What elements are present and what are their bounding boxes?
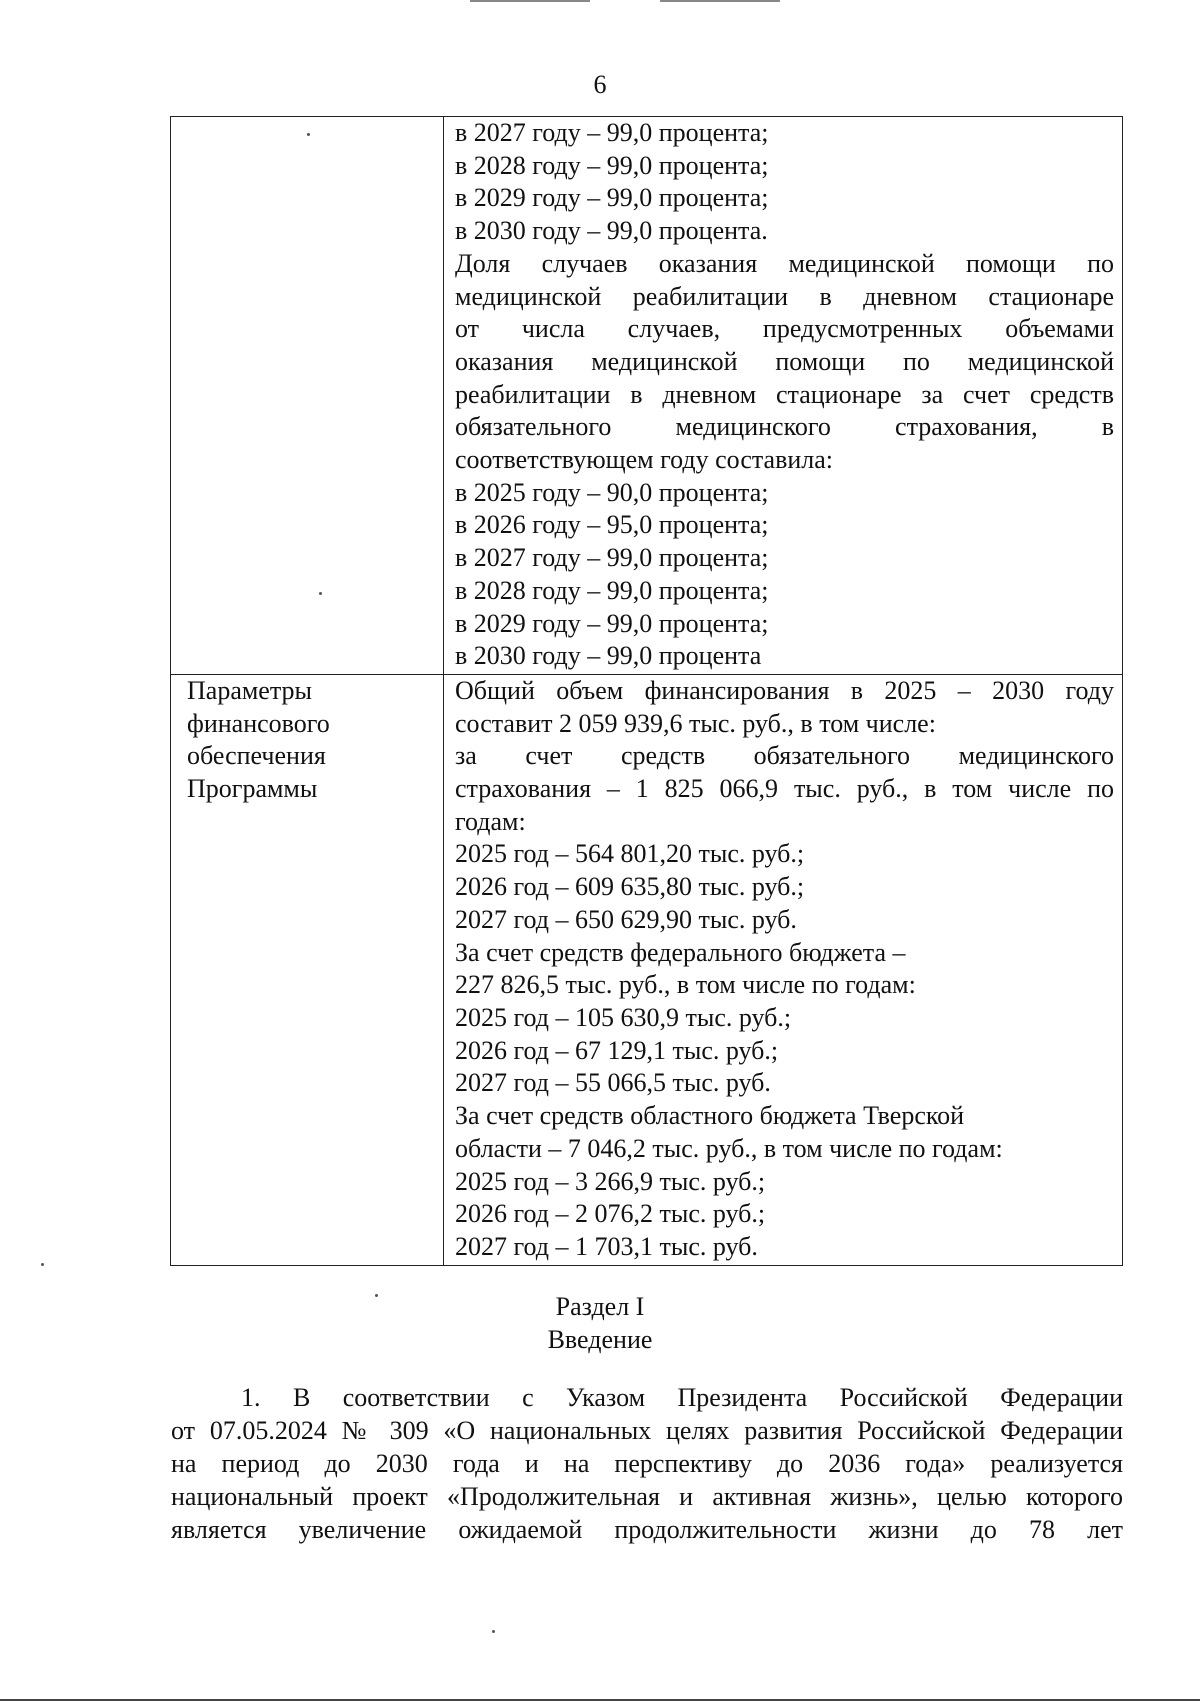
- indicator-year-line: в 2028 году – 99,0 процента;: [455, 575, 769, 605]
- indicator-description-line: медицинской реабилитации в дневном стационаре: [455, 281, 1114, 311]
- oms-year-line: 2026 год – 609 635,80 тыс. руб.;: [455, 872, 805, 902]
- indicators-value-cell: [444, 117, 1123, 675]
- federal-source-line: За счет средств федерального бюджета –: [455, 937, 906, 967]
- indicator-description-line: Доля случаев оказания медицинской помощи по: [455, 248, 1114, 278]
- scan-speck: [41, 1263, 44, 1266]
- indicator-year-line: в 2027 году – 99,0 процента;: [455, 118, 769, 147]
- financing-label-line: обеспечения: [187, 741, 326, 771]
- indicator-description-line: обязательного медицинского страхования, в: [455, 412, 1114, 442]
- financing-total-line: составит 2 059 939,6 тыс. руб., в том числе:: [455, 708, 936, 738]
- federal-year-line: 2026 год – 67 129,1 тыс. руб.;: [455, 1035, 779, 1065]
- paragraph-line: национальный проект «Продолжительная и активная жизнь», целью которого: [171, 1482, 1123, 1511]
- paragraph-line: на период до 2030 года и на перспективу до 2036 года» реализуется: [171, 1449, 1123, 1478]
- paragraph-line: 1. В соответствии с Указом Президента Российской Федерации: [241, 1383, 1123, 1412]
- indicators-label-cell: [171, 117, 444, 675]
- regional-source-line: области – 7 046,2 тыс. руб., в том числе по годам:: [455, 1133, 1003, 1163]
- oms-source-line: годам:: [455, 806, 526, 836]
- scan-top-rule-right: [660, 0, 780, 2]
- indicator-year-line: в 2026 году – 95,0 процента;: [455, 510, 769, 540]
- section-number: Раздел I: [555, 1292, 645, 1321]
- indicator-year-line: в 2029 году – 99,0 процента;: [455, 183, 769, 213]
- indicator-year-line: в 2028 году – 99,0 процента;: [455, 150, 769, 180]
- scan-speck: [307, 133, 310, 136]
- regional-year-line: 2026 год – 2 076,2 тыс. руб.;: [455, 1199, 766, 1229]
- financing-label-line: Программы: [187, 774, 318, 804]
- regional-year-line: 2027 год – 1 703,1 тыс. руб.: [455, 1231, 758, 1261]
- program-passport-table: [170, 116, 1123, 1266]
- section-title: Введение: [547, 1325, 653, 1354]
- indicator-year-line: в 2030 году – 99,0 процента.: [455, 216, 768, 246]
- indicator-year-line: в 2025 году – 90,0 процента;: [455, 477, 769, 507]
- oms-source-line: страхования – 1 825 066,9 тыс. руб., в том числе по: [455, 774, 1114, 804]
- scan-bottom-rule: [0, 1699, 1200, 1701]
- financing-label-line: финансового: [187, 708, 330, 738]
- financing-total-line: Общий объем финансирования в 2025 – 2030 году: [455, 675, 1114, 705]
- regional-year-line: 2025 год – 3 266,9 тыс. руб.;: [455, 1166, 766, 1196]
- indicator-description-line: реабилитации в дневном стационаре за счет средств: [455, 379, 1114, 409]
- paragraph-line: от 07.05.2024 № 309 «О национальных целях развития Российской Федерации: [171, 1416, 1123, 1445]
- scan-top-rule-left: [470, 0, 590, 2]
- financing-label-line: Параметры: [187, 675, 312, 705]
- indicator-description-line: от числа случаев, предусмотренных объемами: [455, 314, 1114, 344]
- scan-speck: [319, 592, 322, 595]
- scan-speck: [375, 1294, 378, 1297]
- regional-source-line: За счет средств областного бюджета Тверской: [455, 1101, 965, 1131]
- section-heading: [0, 1290, 1200, 1356]
- indicator-description-line: оказания медицинской помощи по медицинской: [455, 346, 1114, 376]
- indicator-year-line: в 2027 году – 99,0 процента;: [455, 543, 769, 573]
- indicator-year-line: в 2029 году – 99,0 процента;: [455, 608, 769, 638]
- scan-speck: [492, 1630, 495, 1633]
- financing-value-cell: [444, 674, 1123, 1265]
- page-number: 6: [593, 70, 607, 99]
- indicator-description-line: соответствующем году составила:: [455, 445, 834, 475]
- introduction-paragraph: [171, 1381, 1123, 1546]
- federal-source-line: 227 826,5 тыс. руб., в том числе по годам:: [455, 970, 916, 1000]
- oms-year-line: 2027 год – 650 629,90 тыс. руб.: [455, 904, 797, 934]
- financing-row: [171, 674, 1123, 1265]
- paragraph-line: является увеличение ожидаемой продолжительности жизни до 78 лет: [171, 1515, 1123, 1544]
- indicator-year-line: в 2030 году – 99,0 процента: [455, 641, 762, 671]
- oms-source-line: за счет средств обязательного медицинского: [455, 741, 1114, 771]
- federal-year-line: 2027 год – 55 066,5 тыс. руб.: [455, 1068, 771, 1098]
- oms-year-line: 2025 год – 564 801,20 тыс. руб.;: [455, 839, 805, 869]
- indicators-row: [171, 117, 1123, 675]
- financing-label-cell: [171, 674, 444, 1265]
- federal-year-line: 2025 год – 105 630,9 тыс. руб.;: [455, 1002, 792, 1032]
